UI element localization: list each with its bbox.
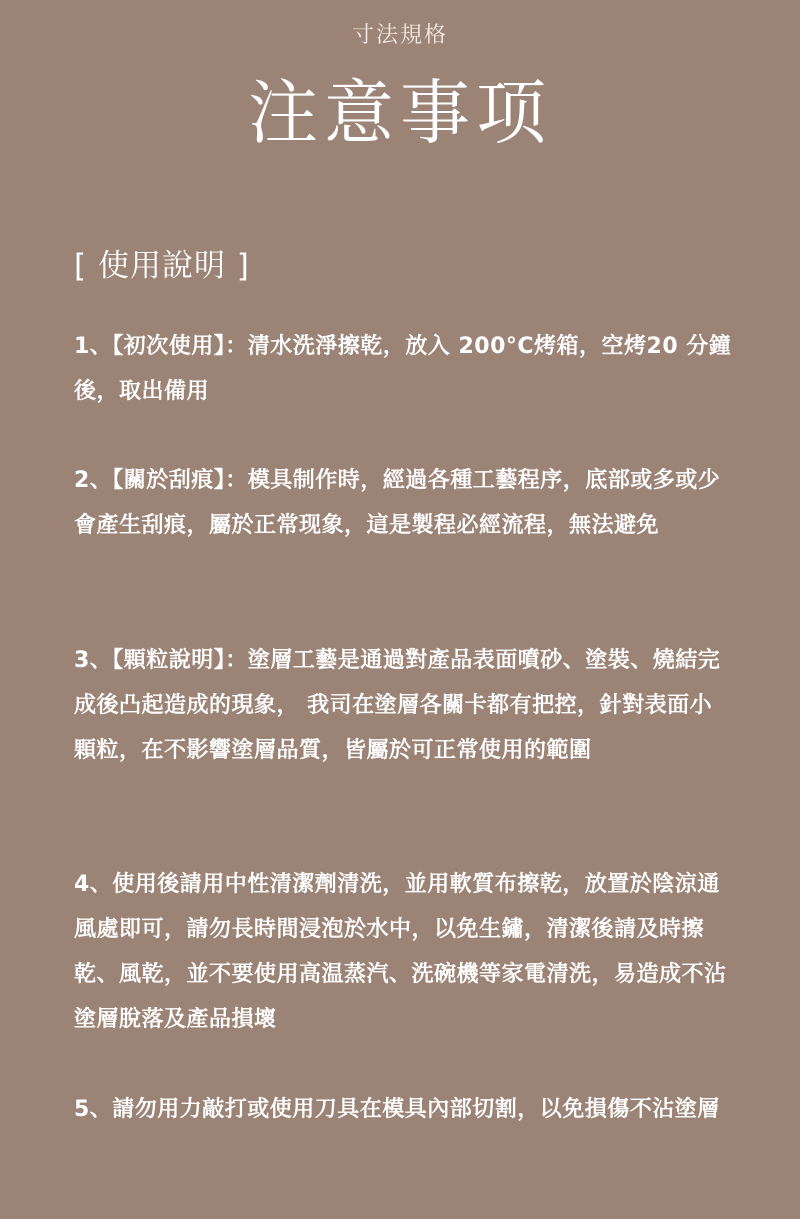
note-item-3: 3、【顆粒說明】：塗層工藝是通過對產品表面噴砂、塗裝、燒結完成後凸起造成的現象， 我司在塗層各關卡都有把控，針對表面小顆粒，在不影響塗層品質，皆屬於可正常使用的範圍 — [74, 648, 721, 763]
section-heading: [ 使用說明 ] — [74, 248, 250, 284]
page-subtitle: 寸法規格 — [351, 23, 448, 48]
note-item-5: 5、請勿用力敲打或使用刀具在模具內部切割，以免損傷不沾塗層 — [74, 1097, 720, 1122]
note-item-2: 2、【關於刮痕】：模具制作時，經過各種工藝程序，底部或多或少會產生刮痕，屬於正常现象，這是製程必經流程，無法避免 — [74, 468, 721, 538]
note-item-4: 4、使用後請用中性清潔劑清洗，並用軟質布擦乾，放置於陰涼通風處即可，請勿長時間浸泡於水中，以免生鏽，清潔後請及時擦乾、風乾，並不要使用高温蒸汽、洗碗機等家電清洗，易造成不沾塗層脫落及產品損壞 — [74, 872, 727, 1032]
page-title: 注意事项 — [248, 72, 552, 154]
note-item-1: 1、【初次使用】：清水洗淨擦乾，放入 200°C烤箱，空烤20 分鐘後，取出備用 — [74, 334, 732, 404]
